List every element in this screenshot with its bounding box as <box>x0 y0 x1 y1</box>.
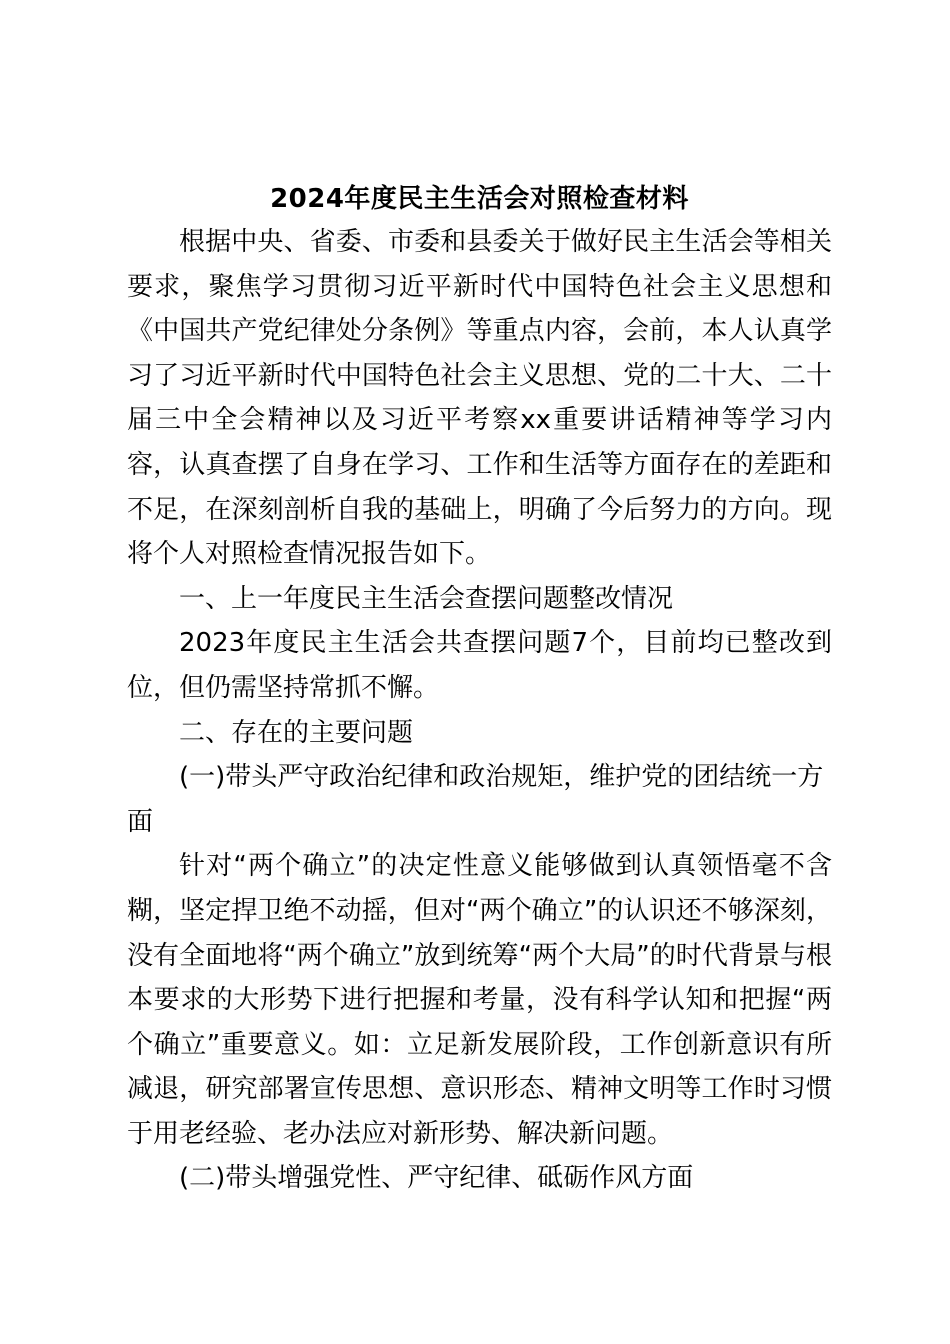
document-page <box>127 178 832 1201</box>
section-heading-1: 一、上一年度民主生活会查摆问题整改情况 <box>179 583 674 614</box>
section-1-paragraph: 2023年度民主生活会共查摆问题7个，目前均已整改到位，但仍需坚持常抓不懈。 <box>127 628 832 703</box>
document-title: 2024年度民主生活会对照检查材料 <box>270 184 689 214</box>
section-heading-2: 二、存在的主要问题 <box>179 717 414 748</box>
intro-paragraph: 根据中央、省委、市委和县委关于做好民主生活会等相关要求，聚焦学习贯彻习近平新时代中国特色社会主义思想和《中国共产党纪律处分条例》等重点内容，会前，本人认真学习了习近平新时代中国特色社会主义思想、党的二十大、二十届三中全会精神以及习近平考察xx重要讲话精神等学习内容，认真查摆了自身在学习、工作和生活等方面存在的差距和不足，在深刻剖析自我的基础上，明确了今后努力的方向。现将个人对照检查情况报告如下。 <box>127 227 832 570</box>
subsection-heading-2: (二)带头增强党性、严守纪律、砥砺作风方面 <box>179 1163 694 1194</box>
subsection-1-paragraph: 针对“两个确立”的决定性意义能够做到认真领悟毫不含糊，坚定捍卫绝不动摇，但对“两个确立”的认识还不够深刻，没有全面地将“两个确立”放到统筹“两个大局”的时代背景与根本要求的大形势下进行把握和考量，没有科学认知和把握“两个确立”重要意义。如：立足新发展阶段，工作创新意识有所减退，研究部署宣传思想、意识形态、精神文明等工作时习惯于用老经验、老办法应对新形势、解决新问题。 <box>127 851 832 1149</box>
subsection-heading-1: (一)带头严守政治纪律和政治规矩，维护党的团结统一方面 <box>127 762 824 837</box>
